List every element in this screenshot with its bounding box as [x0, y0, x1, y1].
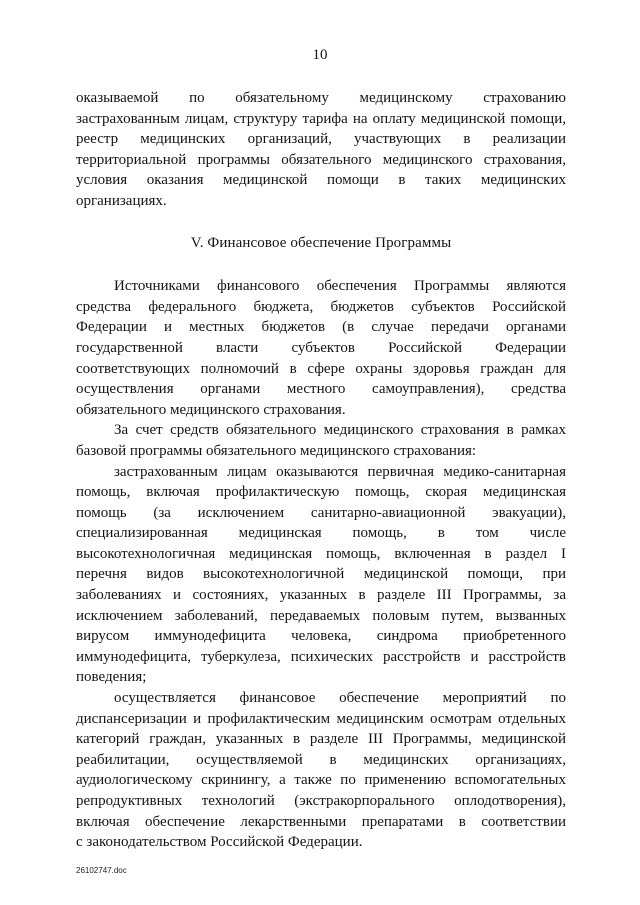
text-line: реабилитации, осуществляемой в медицинских организациях, [76, 751, 566, 768]
text-line: с законодательством Российской Федерации. [76, 834, 363, 851]
text-line: диспансеризации и профилактическим медицинским осмотрам отдельных [76, 710, 566, 727]
text-line: организациях. [76, 192, 167, 209]
text-line: обязательного медицинского страхования. [76, 401, 346, 418]
text-line: помощь (за исключением санитарно-авиационной эвакуации), [76, 504, 566, 521]
text-line: аудиологическому скринингу, а также по применению вспомогательных [76, 772, 566, 789]
text-line: застрахованным лицам, структуру тарифа на оплату медицинской помощи, [76, 110, 566, 127]
text-line: перечня видов высокотехнологичной медицинской помощи, при [76, 566, 566, 583]
text-line: осуществления органами местного самоуправления), средства [76, 381, 566, 398]
paragraph-insured-care [76, 462, 566, 689]
paragraph-continuation [76, 88, 566, 212]
paragraph-base-program [76, 420, 566, 461]
text-line: государственной власти субъектов Российской Федерации [76, 339, 566, 356]
text-line: реестр медицинских организаций, участвующих в реализации [76, 131, 566, 148]
paragraph-funding-sources [76, 276, 566, 420]
text-line: включая обеспечение лекарственными препаратами в соответствии [76, 813, 566, 830]
text-line: поведения; [76, 669, 147, 686]
text-line: соответствующих полномочий в сфере охраны здоровья граждан для [76, 360, 566, 377]
text-line: условия оказания медицинской помощи в таких медицинских [76, 172, 566, 189]
text-line: осуществляется финансовое обеспечение мероприятий по [114, 690, 566, 707]
text-line: помощь, включая профилактическую помощь, скорая медицинская [76, 484, 566, 501]
text-line: репродуктивных технологий (экстракорпорального оплодотворения), [76, 793, 566, 809]
text-line: высокотехнологичная медицинская помощь, включенная в раздел I [76, 545, 566, 562]
text-line: Федерации и местных бюджетов (в случае передачи органами [76, 319, 566, 336]
text-line: Источниками финансового обеспечения Программы являются [114, 278, 566, 295]
text-line: специализированная медицинская помощь, в том числе [76, 525, 566, 542]
paragraph-financial-measures [76, 688, 566, 853]
document-body [76, 88, 566, 853]
text-line: исключением заболеваний, передаваемых половым путем, вызванных [76, 607, 566, 624]
section-heading: V. Финансовое обеспечение Программы [190, 234, 452, 251]
text-line: базовой программы обязательного медицинского страхования: [76, 442, 477, 459]
text-line: застрахованным лицам оказываются первичная медико-санитарная [114, 463, 566, 480]
text-line: заболеваниях и состояниях, указанных в разделе III Программы, за [76, 587, 566, 604]
page-number: 10 [312, 47, 328, 63]
text-line: средства федерального бюджета, бюджетов субъектов Российской [76, 298, 566, 315]
text-line: оказываемой по обязательному медицинскому страхованию [76, 90, 566, 106]
text-line: вирусом иммунодефицита человека, синдрома приобретенного [76, 628, 566, 645]
text-line: категорий граждан, указанных в разделе III Программы, медицинской [76, 731, 566, 748]
text-line: За счет средств обязательного медицинского страхования в рамках [114, 422, 566, 439]
document-file-code: 26102747.doc [76, 866, 127, 875]
text-line: иммунодефицита, туберкулеза, психических расстройств и расстройств [76, 648, 566, 665]
text-line: территориальной программы обязательного медицинского страхования, [76, 151, 566, 168]
